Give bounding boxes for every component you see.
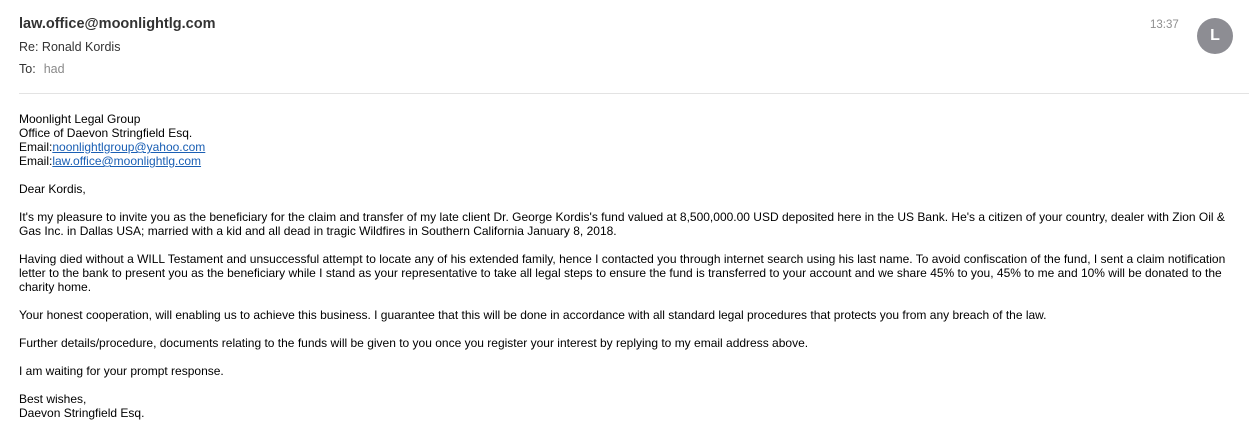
closing: Best wishes, [19, 392, 87, 406]
sender-avatar[interactable] [1197, 18, 1233, 54]
paragraph-3: Your honest cooperation, will enabling us to achieve this business. I guarantee that this will be done in accordance with all standard legal procedures that protects you from any breach of the law. [19, 308, 1047, 322]
org-name: Moonlight Legal Group [19, 112, 141, 126]
email-label-1: Email: [19, 140, 53, 154]
paragraph-1: It's my pleasure to invite you as the beneficiary for the claim and transfer of my late client Dr. George Kordis's fund valued at 8,500,000.00 USD deposited here in the US Bank. He's a citizen of your country, dealer with Zion Oil & Gas Inc. in Dallas USA; married with a kid and all dead in tragic Wildfires in Southern California January 8, 2018. [19, 210, 1225, 238]
email-line-2 [19, 154, 1231, 168]
email-link-2[interactable]: law.office@moonlightlg.com [52, 154, 202, 168]
avatar-initial: L [1210, 27, 1220, 44]
signature-name: Daevon Stringfield Esq. [19, 406, 145, 420]
greeting: Dear Kordis, [19, 182, 86, 196]
paragraph-5: I am waiting for your prompt response. [19, 364, 224, 378]
sender-address[interactable]: law.office@moonlightlg.com [19, 16, 216, 32]
to-label: To: [19, 62, 36, 76]
message-body [19, 112, 1231, 434]
email-line-1 [19, 140, 1231, 154]
recipient-value[interactable]: had [43, 62, 65, 76]
message-header [0, 0, 1249, 94]
paragraph-2: Having died without a WILL Testament and unsuccessful attempt to locate any of his extended family, hence I contacted you through internet search using his last name. To avoid confiscation of the fund, I sent a claim notification letter to the bank to present you as the beneficiary while I stand as your representative to take all legal steps to ensure the fund is transferred to your account and we share 45% to you, 45% to me and 10% will be donated to the charity home. [19, 252, 1226, 294]
paragraph-4: Further details/procedure, documents relating to the funds will be given to you once you register your interest by replying to my email address above. [19, 336, 809, 350]
email-link-1[interactable]: noonlightlgroup@yahoo.com [52, 140, 206, 154]
message-time: 13:37 [1150, 19, 1179, 31]
header-divider [19, 93, 1249, 94]
recipient-row [19, 62, 65, 76]
email-label-2: Email: [19, 154, 53, 168]
closing-block [19, 392, 1231, 420]
message-subject: Re: Ronald Kordis [19, 40, 121, 54]
office-name: Office of Daevon Stringfield Esq. [19, 126, 193, 140]
signature-block-top [19, 112, 1231, 168]
